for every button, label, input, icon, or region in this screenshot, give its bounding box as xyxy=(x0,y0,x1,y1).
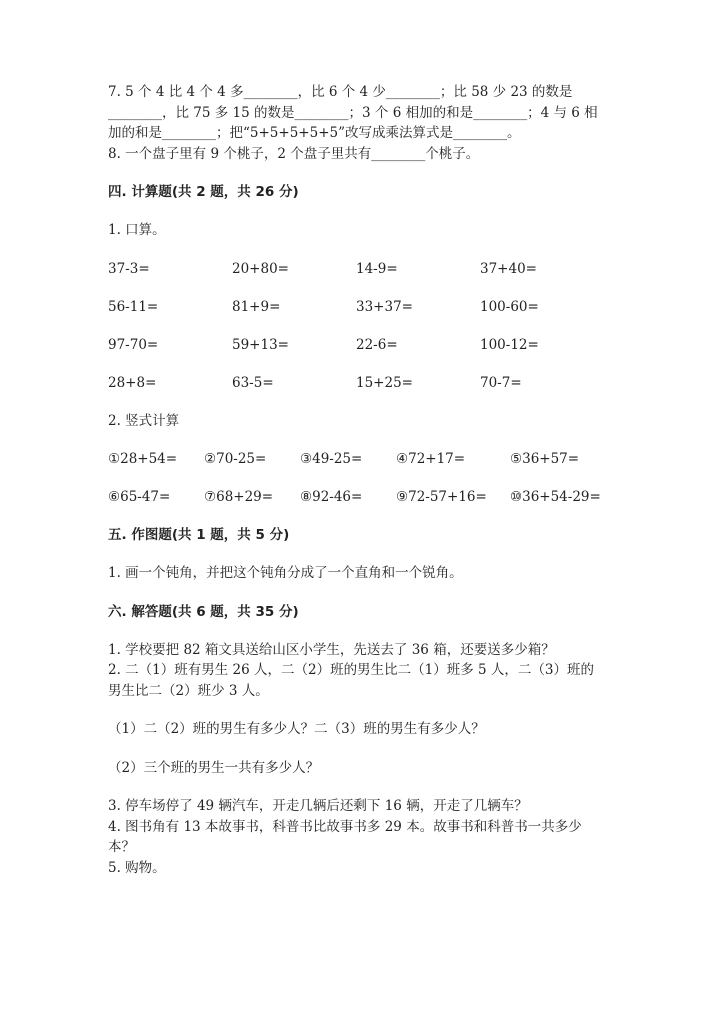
word-problem-4-line: 本？ xyxy=(108,839,135,855)
vertical-calc-title: 2. 竖式计算 xyxy=(108,412,180,429)
oral-calc-row xyxy=(108,297,618,317)
vertical-calc-item: ⑤36+57= xyxy=(510,451,580,467)
oral-calc-title: 1. 口算。 xyxy=(108,222,166,238)
vertical-calc-item: ②70-25= xyxy=(204,451,267,467)
vertical-calc-item: ①28+54= xyxy=(108,451,178,467)
vertical-calc-item: ④72+17= xyxy=(396,451,466,467)
word-problem-2-sub-2: （2）三个班的男生一共有多少人？ xyxy=(108,759,320,776)
section-4-title: 四. 计算题(共 2 题，共 26 分) xyxy=(108,184,299,200)
word-problem-5: 5. 购物。 xyxy=(108,859,166,876)
question-7-line: 7. 5 个 4 比 4 个 4 多________，比 6 个 4 少________；比 58 少 23 的数是 xyxy=(108,84,573,100)
word-problem-3: 3. 停车场停了 49 辆汽车，开走几辆后还剩下 16 辆，开走了几辆车？ xyxy=(108,798,528,814)
question-8: 8. 一个盘子里有 9 个桃子，2 个盘子里共有________个桃子。 xyxy=(108,145,480,162)
question-7-line: ________，比 75 多 15 的数是________；3 个 6 相加的和是________；4 与 6 相 xyxy=(108,104,598,121)
drawing-question: 1. 画一个钝角，并把这个钝角分成了一个直角和一个锐角。 xyxy=(108,565,463,581)
vertical-calc-row xyxy=(108,487,618,507)
vertical-calc-grid xyxy=(108,449,618,507)
oral-calc-item: 70-7= xyxy=(480,374,522,391)
oral-calc-item: 63-5= xyxy=(232,374,274,391)
word-problem-2-line: 2. 二（1）班有男生 26 人，二（2）班的男生比二（1）班多 5 人，二（3）班的 xyxy=(108,662,594,678)
vertical-calc-item: ⑥65-47= xyxy=(108,489,171,505)
oral-calc-item: 81+9= xyxy=(232,298,281,315)
vertical-calc-item: ⑧92-46= xyxy=(300,489,363,505)
question-7-line: 加的和是________；把“5+5+5+5+5”改写成乘法算式是________。 xyxy=(108,125,521,141)
oral-calc-row xyxy=(108,335,618,355)
oral-calc-item: 22-6= xyxy=(356,336,398,353)
oral-calc-row xyxy=(108,259,618,279)
oral-calc-item: 100-12= xyxy=(480,336,539,353)
oral-calc-grid xyxy=(108,259,618,393)
oral-calc-item: 28+8= xyxy=(108,374,157,391)
oral-calc-item: 59+13= xyxy=(232,336,289,353)
word-problem-4-line: 4. 图书角有 13 本故事书，科普书比故事书多 29 本。故事书和科普书一共多少 xyxy=(108,818,582,835)
worksheet-page xyxy=(108,82,618,878)
vertical-calc-item: ⑦68+29= xyxy=(204,489,274,505)
word-problem-2-line: 男生比二（2）班少 3 人。 xyxy=(108,682,269,699)
question-7 xyxy=(108,82,618,144)
oral-calc-item: 14-9= xyxy=(356,260,398,277)
vertical-calc-item: ⑩36+54-29= xyxy=(510,489,601,505)
vertical-calc-item: ③49-25= xyxy=(300,451,363,467)
oral-calc-item: 56-11= xyxy=(108,298,159,315)
oral-calc-item: 33+37= xyxy=(356,298,413,315)
oral-calc-item: 15+25= xyxy=(356,374,413,391)
word-problem-1: 1. 学校要把 82 箱文具送给山区小学生，先送去了 36 箱，还要送多少箱？ xyxy=(108,641,555,658)
oral-calc-item: 37+40= xyxy=(480,260,537,277)
vertical-calc-item: ⑨72-57+16= xyxy=(396,489,487,505)
oral-calc-item: 37-3= xyxy=(108,260,150,277)
oral-calc-row xyxy=(108,373,618,393)
section-5-title: 五. 作图题(共 1 题，共 5 分) xyxy=(108,527,290,543)
section-6-title: 六. 解答题(共 6 题，共 35 分) xyxy=(108,603,299,620)
oral-calc-item: 97-70= xyxy=(108,336,159,353)
word-problem-2-sub-1: （1）二（2）班的男生有多少人？二（3）班的男生有多少人？ xyxy=(108,721,485,737)
oral-calc-item: 20+80= xyxy=(232,260,289,277)
oral-calc-item: 100-60= xyxy=(480,298,539,315)
vertical-calc-row xyxy=(108,449,618,469)
